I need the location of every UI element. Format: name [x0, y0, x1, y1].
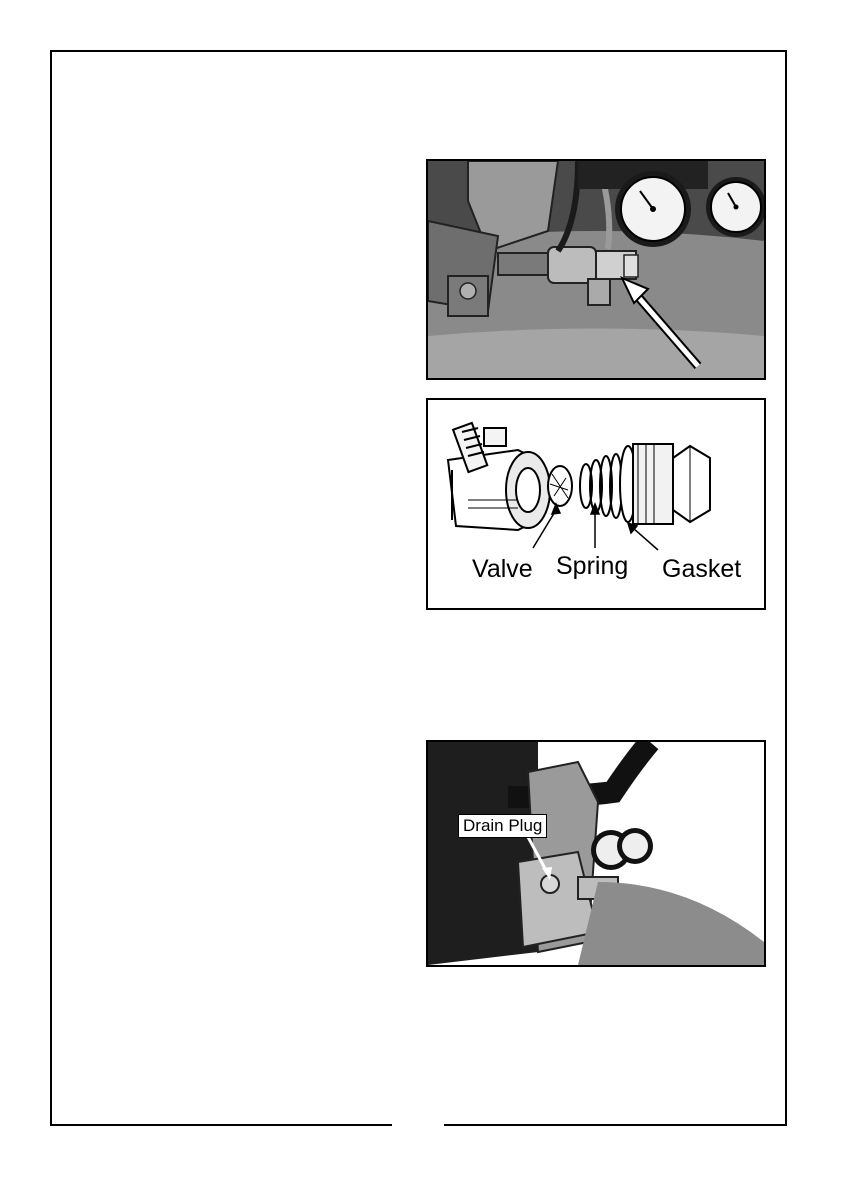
drain-plug-photo — [426, 740, 766, 967]
valve-label: Valve — [472, 555, 533, 583]
drain-plug-photo-illustration — [428, 742, 764, 965]
spring-label: Spring — [556, 552, 629, 580]
page-frame-bottom-right — [444, 1124, 787, 1126]
gasket-label: Gasket — [662, 555, 742, 583]
valve-exploded-diagram — [426, 398, 766, 610]
valve-disc-drawing — [548, 466, 572, 506]
check-valve-photo — [426, 159, 766, 380]
page-frame-bottom-left — [50, 1124, 392, 1126]
spring-drawing — [580, 454, 622, 518]
drain-plug-label: Drain Plug — [458, 814, 547, 838]
check-valve-photo-illustration — [428, 161, 764, 378]
gasket-plug-drawing — [620, 444, 710, 524]
valve-exploded-illustration — [428, 400, 764, 608]
valve-housing-drawing — [448, 423, 550, 530]
